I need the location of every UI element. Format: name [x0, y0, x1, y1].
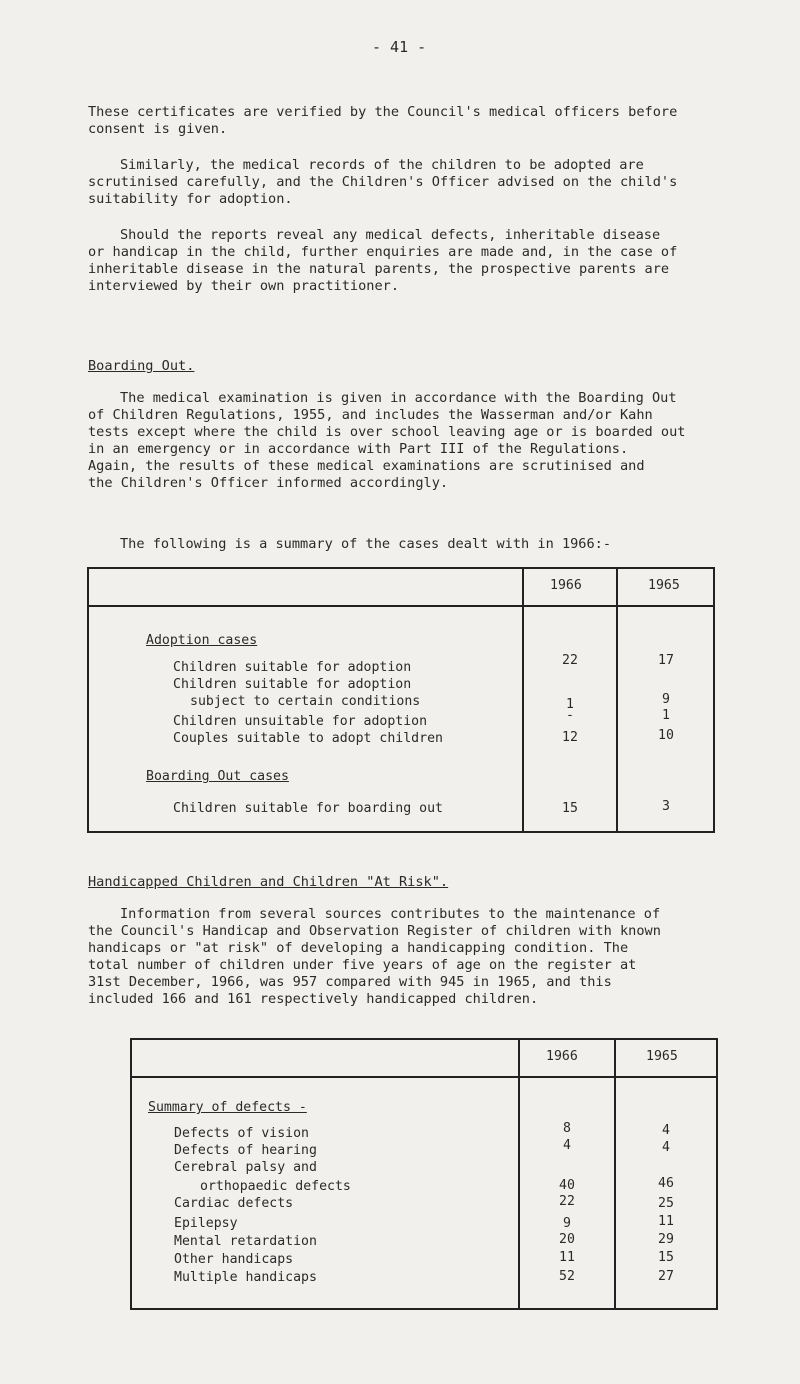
- row-label-continued: subject to certain conditions: [190, 694, 421, 709]
- row-value-1966: 22: [562, 653, 578, 668]
- row-value-1965: 25: [658, 1196, 674, 1211]
- paragraph-boarding-out: The medical examination is given in accordance with the Boarding Out of Children Regulations, 1955, and includes the Wasserman and/or Kahn tests except where the child is over school leaving age or is boarded out in an emergency or in accordance with Part III of the Regulations. Again, the results of these medical examinations are scrutinised and the Children's Officer informed accordingly.: [88, 390, 686, 491]
- row-value-1966: 52: [559, 1269, 575, 1284]
- row-value-1965: 10: [658, 728, 674, 743]
- section-boarding-out-cases: Boarding Out cases: [146, 769, 289, 784]
- column-header-1965: 1965: [648, 578, 680, 593]
- row-value-1965: 11: [658, 1214, 674, 1229]
- row-value-1965: 9: [662, 692, 670, 707]
- row-value-1965: 27: [658, 1269, 674, 1284]
- row-value-1966: -: [566, 708, 574, 723]
- row-label: Other handicaps: [174, 1252, 294, 1267]
- row-label: Cerebral palsy and: [174, 1160, 317, 1175]
- heading-handicapped-children: Handicapped Children and Children "At Risk".: [88, 874, 449, 890]
- row-value-1966: 11: [559, 1250, 575, 1265]
- column-header-1965: 1965: [646, 1049, 678, 1064]
- paragraph-certificates: These certificates are verified by the Council's medical officers before consent is given.: [88, 104, 678, 137]
- row-label: Children suitable for boarding out: [173, 801, 443, 816]
- row-value-1966: 9: [563, 1216, 571, 1231]
- section-adoption-cases: Adoption cases: [146, 633, 258, 648]
- row-label-continued: orthopaedic defects: [200, 1179, 351, 1194]
- column-header-1966: 1966: [546, 1049, 578, 1064]
- header-divider: [87, 605, 715, 607]
- row-value-1966: 22: [559, 1194, 575, 1209]
- row-label: Epilepsy: [174, 1216, 238, 1231]
- row-label: Children suitable for adoption: [173, 677, 412, 692]
- heading-boarding-out: Boarding Out.: [88, 358, 195, 374]
- column-header-1966: 1966: [550, 578, 582, 593]
- paragraph-summary-intro: The following is a summary of the cases dealt with in 1966:-: [120, 536, 612, 552]
- paragraph-reports: Should the reports reveal any medical defects, inheritable disease or handicap in the child, further enquiries are made and, in the case of inheritable disease in the natural parents, the prospective parents are interviewed by their own practitioner.: [88, 227, 678, 294]
- row-value-1965: 4: [662, 1140, 670, 1155]
- paragraph-register: Information from several sources contributes to the maintenance of the Council's Handicap and Observation Register of children with known handicaps or "at risk" of developing a handicapping condition. The total number of children under five years of age on the register at 31st December, 1966, was 957 compared with 945 in 1965, and this included 166 and 161 respectively handicapped children.: [88, 906, 661, 1007]
- row-label: Defects of hearing: [174, 1143, 317, 1158]
- row-value-1965: 1: [662, 708, 670, 723]
- row-label: Children unsuitable for adoption: [173, 714, 428, 729]
- row-value-1966: 1: [566, 697, 574, 712]
- row-value-1965: 15: [658, 1250, 674, 1265]
- row-label: Couples suitable to adopt children: [173, 731, 443, 746]
- row-value-1966: 4: [563, 1138, 571, 1153]
- row-value-1966: 15: [562, 801, 578, 816]
- row-label: Cardiac defects: [174, 1196, 294, 1211]
- row-value-1965: 46: [658, 1176, 674, 1191]
- row-label: Mental retardation: [174, 1234, 317, 1249]
- row-value-1966: 20: [559, 1232, 575, 1247]
- row-label: Multiple handicaps: [174, 1270, 317, 1285]
- row-value-1965: 29: [658, 1232, 674, 1247]
- row-value-1965: 4: [662, 1123, 670, 1138]
- row-value-1966: 40: [559, 1178, 575, 1193]
- section-summary-of-defects: Summary of defects -: [148, 1100, 307, 1115]
- row-value-1966: 12: [562, 730, 578, 745]
- paragraph-medical-records: Similarly, the medical records of the children to be adopted are scrutinised carefully, and the Children's Officer advised on the child's suitability for adoption.: [88, 157, 678, 207]
- row-label: Children suitable for adoption: [173, 660, 412, 675]
- row-value-1965: 17: [658, 653, 674, 668]
- page-number: - 41 -: [372, 38, 427, 56]
- row-value-1966: 8: [563, 1121, 571, 1136]
- row-value-1965: 3: [662, 799, 670, 814]
- header-divider: [130, 1076, 718, 1078]
- row-label: Defects of vision: [174, 1126, 309, 1141]
